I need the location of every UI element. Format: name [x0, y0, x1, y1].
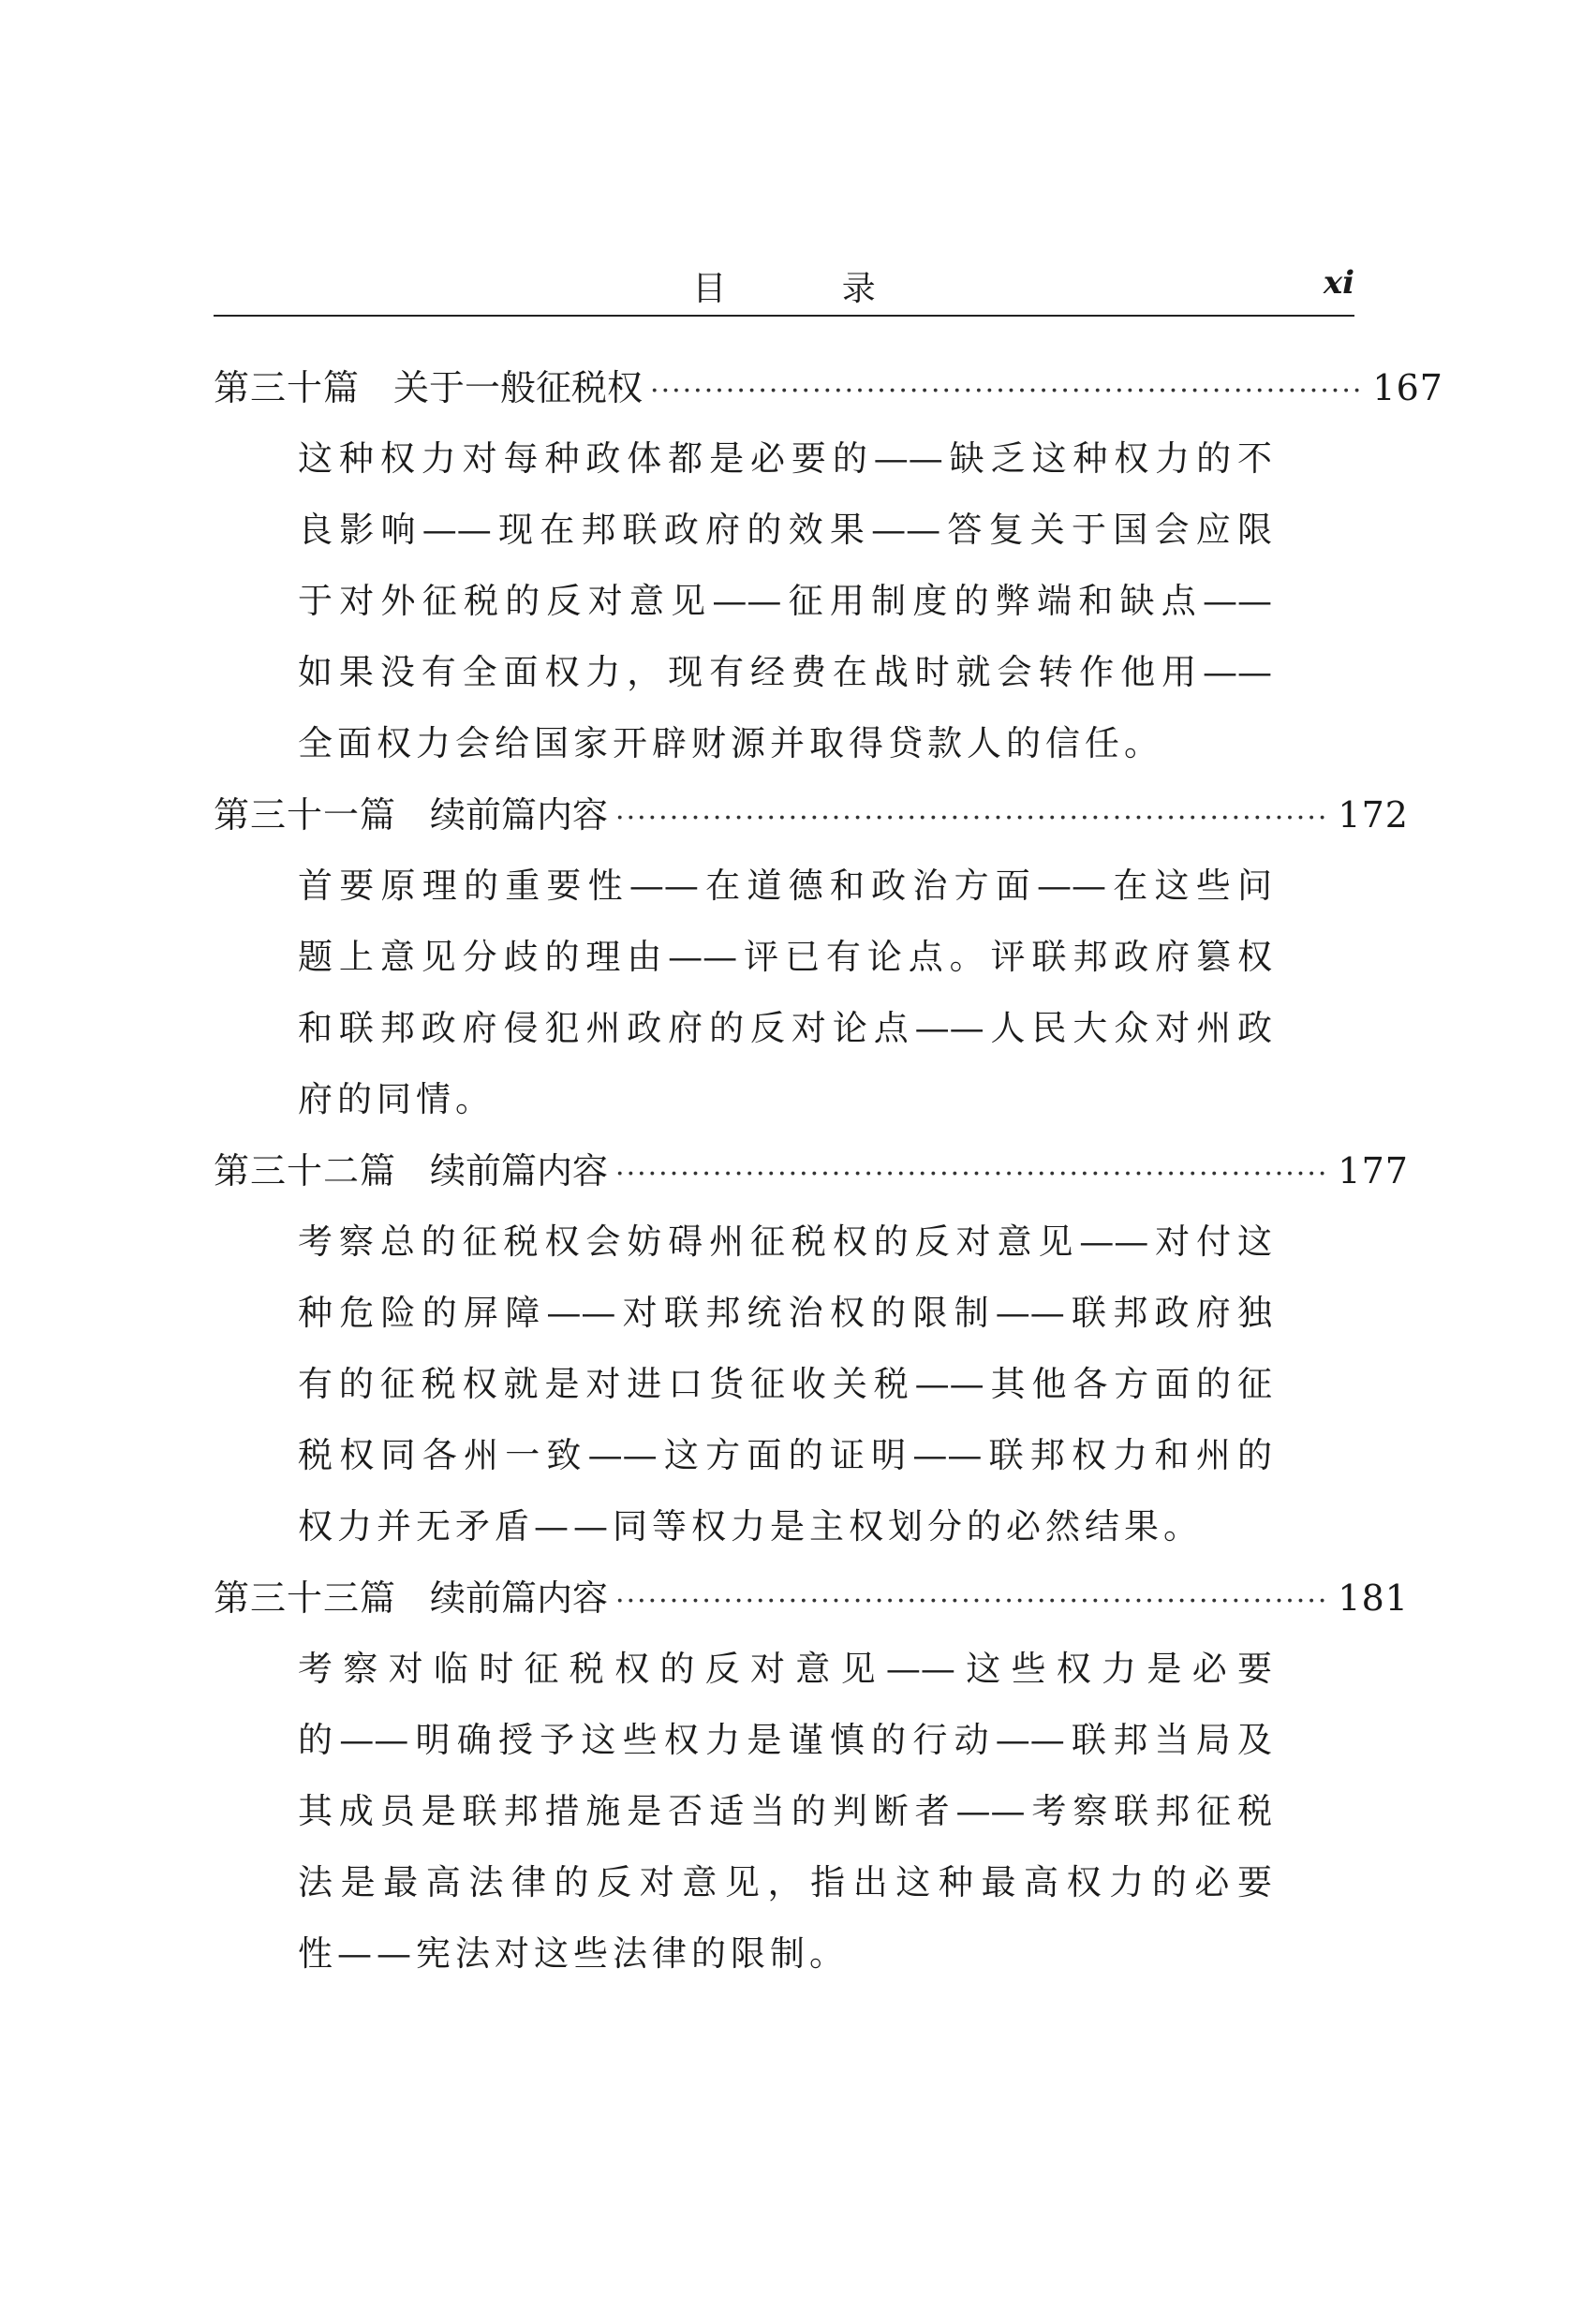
- chapter-number: 第三十一篇: [214, 794, 397, 836]
- summary-line: 法是最高法律的反对意见，指出这种最高权力的必要: [298, 1862, 1272, 1902]
- toc-entry: [214, 1562, 1409, 1990]
- summary-line: 和联邦政府侵犯州政府的反对论点——人民大众对州政: [298, 1008, 1272, 1048]
- summary-line: 如果没有全面权力，现有经费在战时就会转作他用——: [298, 652, 1272, 692]
- chapter-summary: [298, 423, 1272, 779]
- summary-line: 权力并无矛盾——同等权力是主权划分的必然结果。: [298, 1506, 1203, 1547]
- summary-line: 考察对临时征税权的反对意见——这些权力是必要: [298, 1649, 1272, 1689]
- page-number: 172: [1338, 794, 1409, 836]
- chapter-name: 续前篇内容: [430, 794, 609, 836]
- summary-line: 良影响——现在邦联政府的效果——答复关于国会应限: [298, 510, 1272, 550]
- chapter-number: 第三十二篇: [214, 1150, 397, 1192]
- chapter-number: 第三十三篇: [214, 1577, 397, 1619]
- summary-line: 题上意见分歧的理由——评已有论点。评联邦政府篡权: [298, 937, 1272, 977]
- chapter-name: 续前篇内容: [430, 1577, 609, 1619]
- summary-line: 全面权力会给国家开辟财源并取得贷款人的信任。: [298, 723, 1163, 763]
- toc-entry: [214, 779, 1409, 1135]
- page-number: 177: [1338, 1150, 1409, 1192]
- dot-leader: ··································································: [650, 375, 1364, 407]
- toc-entry-title-row[interactable]: [214, 1562, 1409, 1634]
- header-title: 目 录: [692, 270, 928, 308]
- summary-line: 税权同各州一致——这方面的证明——联邦权力和州的: [298, 1435, 1272, 1475]
- summary-line: 性——宪法对这些法律的限制。: [298, 1933, 849, 1974]
- toc-entry-title-row[interactable]: [214, 1135, 1409, 1206]
- summary-line: 的——明确授予这些权力是谨慎的行动——联邦当局及: [298, 1720, 1272, 1760]
- toc-entry: [214, 352, 1443, 779]
- chapter-summary: [298, 851, 1272, 1135]
- toc-entry-title-row[interactable]: [214, 779, 1409, 851]
- summary-line: 考察总的征税权会妨碍州征税权的反对意见——对付这: [298, 1221, 1272, 1262]
- header-page-label: xi: [1323, 264, 1354, 302]
- summary-line: 其成员是联邦措施是否适当的判断者——考察联邦征税: [298, 1791, 1272, 1831]
- page-number: 181: [1338, 1577, 1409, 1619]
- page-header: [214, 253, 1354, 317]
- chapter-summary: [298, 1634, 1272, 1990]
- summary-line: 有的征税权就是对进口货征收关税——其他各方面的征: [298, 1364, 1272, 1404]
- toc-entry-title-row[interactable]: [214, 352, 1443, 423]
- summary-line: 种危险的屏障——对联邦统治权的限制——联邦政府独: [298, 1293, 1272, 1333]
- chapter-summary: [298, 1206, 1272, 1562]
- dot-leader: ··································································: [615, 802, 1329, 835]
- table-of-contents: [214, 352, 1443, 1990]
- summary-line: 首要原理的重要性——在道德和政治方面——在这些问: [298, 866, 1272, 906]
- page-number: 167: [1372, 367, 1443, 408]
- summary-line: 这种权力对每种政体都是必要的——缺乏这种权力的不: [298, 438, 1272, 479]
- dot-leader: ··································································: [615, 1158, 1329, 1191]
- chapter-name: 关于一般征税权: [393, 367, 644, 408]
- chapter-name: 续前篇内容: [430, 1150, 609, 1192]
- dot-leader: ··································································: [615, 1585, 1329, 1618]
- summary-line: 府的同情。: [298, 1079, 495, 1119]
- toc-entry: [214, 1135, 1409, 1562]
- chapter-number: 第三十篇: [214, 367, 361, 408]
- summary-line: 于对外征税的反对意见——征用制度的弊端和缺点——: [298, 581, 1272, 621]
